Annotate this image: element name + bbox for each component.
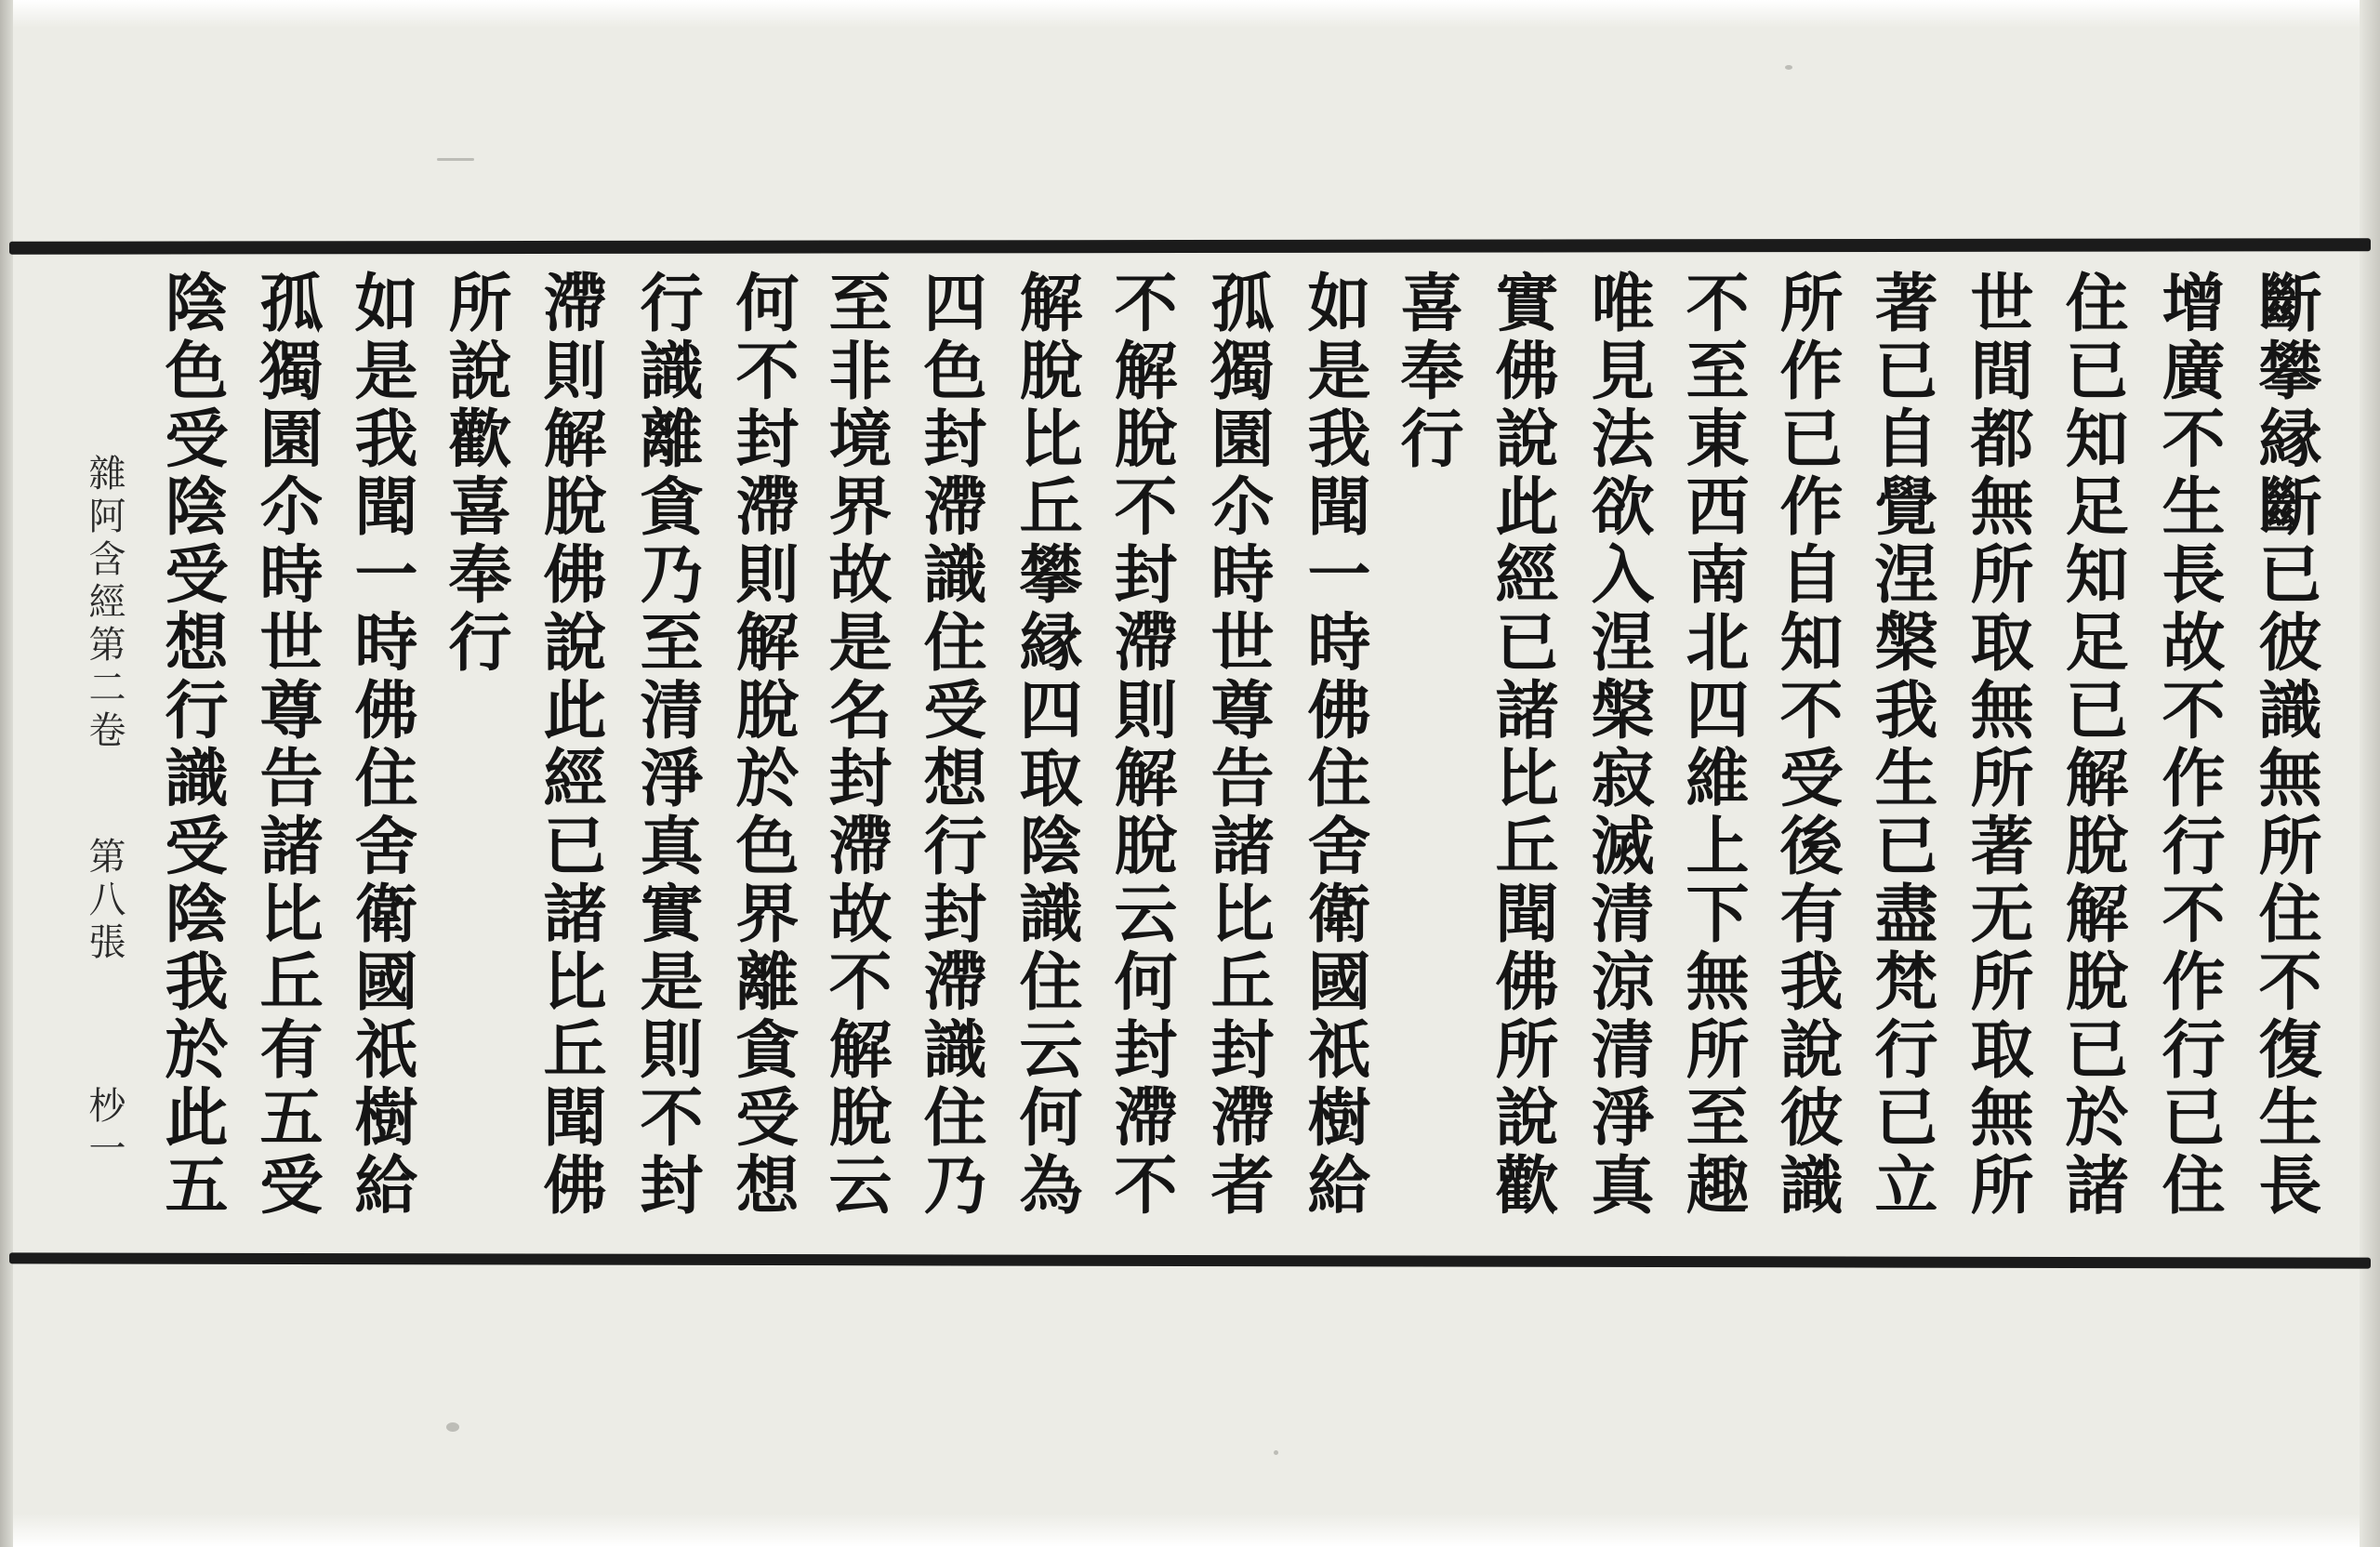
text-column-5: 著已自覺涅槃我生已盡梵行已立 <box>1864 270 1938 1220</box>
text-column-18: 行識離貪乃至清淨真實是則不封 <box>629 270 704 1220</box>
page-bottom-margin <box>0 1514 2380 1547</box>
text-column-12: 孤獨園尒時世尊告諸比丘封滯者 <box>1200 270 1275 1220</box>
text-column-19: 滯則解脫佛說此經已諸比丘聞佛 <box>533 270 607 1220</box>
margin-mark: 杪一 <box>83 1086 126 1171</box>
text-column-23: 陰色受陰受想行識受陰我於此五 <box>154 270 229 1220</box>
margin-sheet-number: 第八張 <box>83 837 126 965</box>
text-column-3: 住已知足知足已解脫解脫已於諸 <box>2055 270 2129 1220</box>
text-column-7: 不至東西南北四維上下無所至趣 <box>1675 270 1750 1220</box>
text-column-14: 解脫比丘攀縁四取陰識住云何為 <box>1009 270 1083 1220</box>
text-column-9: 實佛說此經已諸比丘聞佛所說歡 <box>1485 270 1559 1220</box>
text-column-20: 所說歡喜奉行 <box>438 270 512 677</box>
text-column-11: 如是我聞一時佛住舍衛國祇樹給 <box>1297 270 1371 1220</box>
paper-speck <box>446 1422 459 1432</box>
text-column-16: 至非境界故是名封滯故不解脫云 <box>818 270 892 1220</box>
text-column-6: 所作已作自知不受後有我說彼識 <box>1769 270 1844 1220</box>
paper-speck <box>437 158 474 161</box>
text-column-2: 增廣不生長故不作行不作行已住 <box>2151 270 2226 1220</box>
text-column-13: 不解脫不封滯則解脫云何封滯不 <box>1104 270 1178 1220</box>
margin-title: 雜阿含經第二卷 <box>83 454 126 753</box>
text-column-10: 喜奉行 <box>1390 270 1464 473</box>
text-column-4: 世間都無所取無所著无所取無所 <box>1960 270 2034 1220</box>
text-column-22: 孤獨園尒時世尊告諸比丘有五受 <box>249 270 324 1220</box>
text-column-21: 如是我聞一時佛住舍衛國祇樹給 <box>344 270 418 1220</box>
paper-speck <box>1785 65 1792 70</box>
page-top-margin <box>0 0 2380 28</box>
top-border-rule <box>9 238 2371 255</box>
text-column-15: 四色封滯識住受想行封滯識住乃 <box>913 270 987 1220</box>
paper-speck <box>1274 1450 1278 1455</box>
page-right-edge <box>2360 0 2380 1547</box>
bottom-border-rule <box>9 1252 2371 1268</box>
text-column-17: 何不封滯則解脫於色界離貪受想 <box>725 270 800 1220</box>
page-left-edge <box>0 0 13 1547</box>
text-column-8: 唯見法欲入涅槃寂滅清涼清淨真 <box>1580 270 1655 1220</box>
text-column-1: 斷攀縁斷已彼識無所住不復生長 <box>2248 270 2322 1220</box>
